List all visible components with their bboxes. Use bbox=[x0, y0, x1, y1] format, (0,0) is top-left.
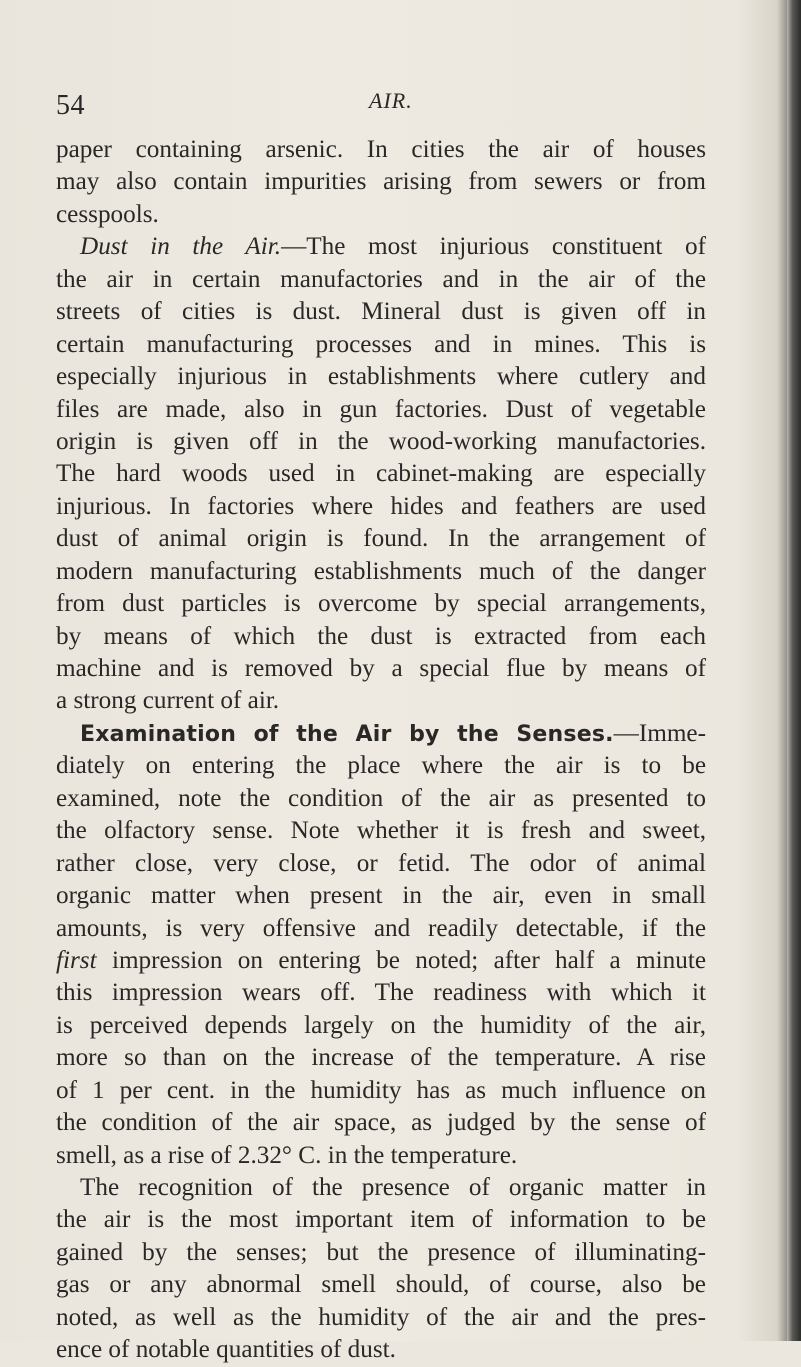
text-line: from dust particles is overcome by special arrangements, bbox=[56, 590, 706, 618]
page-number: 54 bbox=[56, 90, 85, 121]
text-line: the condition of the air space, as judged by the sense of bbox=[56, 1109, 706, 1137]
text-line: ence of notable quantities of dust. bbox=[56, 1336, 396, 1364]
text-line: origin is given off in the wood-working manufactories. bbox=[56, 427, 706, 455]
text-line: files are made, also in gun factories. Dust of vegetable bbox=[56, 395, 706, 423]
body-text bbox=[56, 134, 706, 1367]
page-edge-shadow bbox=[787, 0, 801, 1341]
text-line: cesspools. bbox=[56, 200, 159, 228]
text-line: smell, as a rise of 2.32° C. in the temperature. bbox=[56, 1141, 518, 1169]
text-line: more so than on the increase of the temperature. A rise bbox=[56, 1044, 706, 1072]
text-span: —The most injurious constituent of bbox=[281, 233, 706, 261]
text-line: is perceived depends largely on the humidity of the air, bbox=[56, 1011, 706, 1039]
section-heading-dust: Dust in the Air. bbox=[80, 233, 282, 261]
text-line bbox=[56, 231, 706, 263]
text-line: gained by the senses; but the presence of illuminating- bbox=[56, 1238, 706, 1266]
text-line: rather close, very close, or fetid. The odor of animal bbox=[56, 849, 706, 877]
text-line: paper containing arsenic. In cities the air of houses bbox=[56, 136, 706, 163]
text-line: may also contain impurities arising from sewers or from bbox=[56, 168, 706, 196]
text-line: modern manufacturing establishments much of the danger bbox=[56, 557, 706, 585]
text-line: diately on entering the place where the air is to be bbox=[56, 752, 706, 780]
text-line: the air in certain manufactories and in the air of the bbox=[56, 265, 706, 293]
text-span: impression on entering be noted; after half a minute bbox=[96, 946, 706, 974]
text-line: the air is the most important item of information to be bbox=[56, 1206, 706, 1234]
page-header bbox=[56, 88, 696, 122]
text-line: gas or any abnormal smell should, of course, also be bbox=[56, 1271, 706, 1299]
text-line: machine and is removed by a special flue by means of bbox=[56, 655, 706, 682]
text-line: organic matter when present in the air, even in small bbox=[56, 882, 706, 910]
section-heading-examination: Examination of the Air by the Senses. bbox=[80, 721, 614, 747]
text-line bbox=[56, 718, 706, 750]
text-line: injurious. In factories where hides and feathers are used bbox=[56, 492, 706, 520]
text-line: The hard woods used in cabinet-making are especially bbox=[56, 460, 706, 488]
text-line: the olfactory sense. Note whether it is fresh and sweet, bbox=[56, 817, 706, 845]
text-line bbox=[56, 945, 706, 977]
text-line: examined, note the condition of the air as presented to bbox=[56, 784, 706, 812]
text-line: noted, as well as the humidity of the air and the pres- bbox=[56, 1303, 706, 1331]
text-line: dust of animal origin is found. In the arrangement of bbox=[56, 525, 706, 553]
running-head: AIR. bbox=[369, 88, 413, 113]
text-line: streets of cities is dust. Mineral dust is given off in bbox=[56, 298, 706, 326]
text-span: —Imme- bbox=[613, 719, 706, 747]
text-line: a strong current of air. bbox=[56, 687, 280, 715]
text-line: of 1 per cent. in the humidity has as much influence on bbox=[56, 1076, 706, 1104]
text-line: this impression wears off. The readiness with which it bbox=[56, 979, 706, 1007]
text-line: certain manufacturing processes and in mines. This is bbox=[56, 330, 706, 358]
text-line: especially injurious in establishments where cutlery and bbox=[56, 363, 706, 391]
text-line: amounts, is very offensive and readily detectable, if the bbox=[56, 914, 706, 942]
text-line: The recognition of the presence of organic matter in bbox=[80, 1174, 706, 1201]
emphasis-first: first bbox=[56, 946, 97, 974]
text-line: by means of which the dust is extracted from each bbox=[56, 622, 706, 650]
